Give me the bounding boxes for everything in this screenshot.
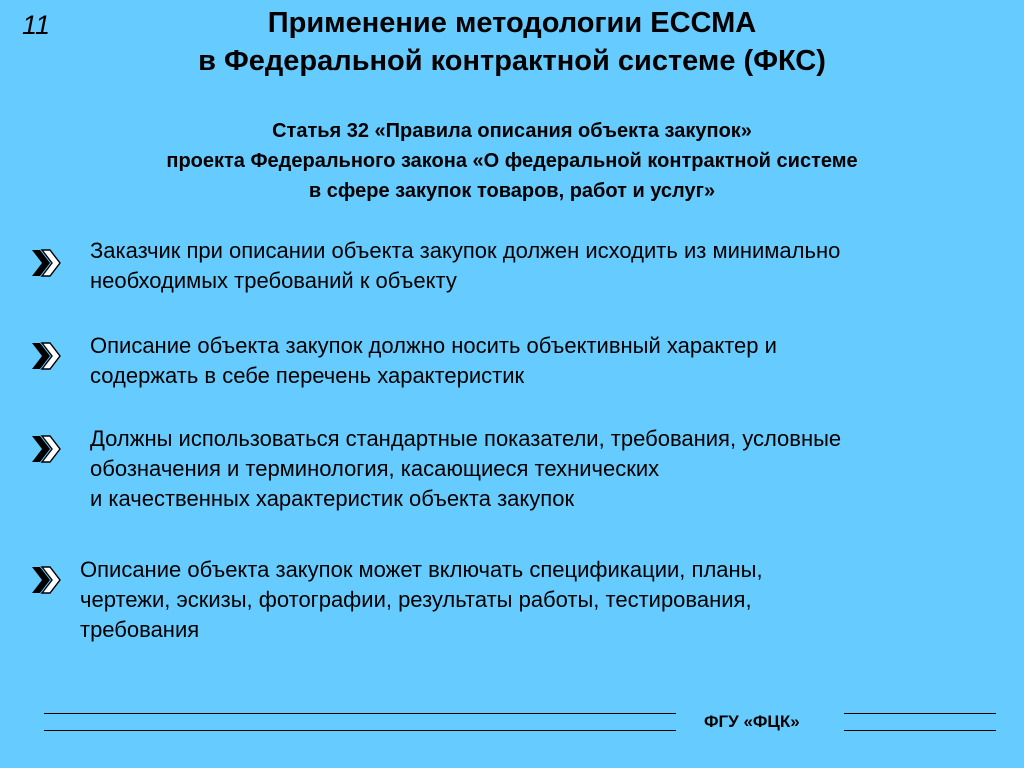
footer-rule-left-top xyxy=(44,713,676,714)
bullet-text-1 xyxy=(90,236,840,296)
bullet-text-2-line-2: содержать в себе перечень характеристик xyxy=(90,363,525,388)
bullet-text-2 xyxy=(90,331,777,391)
slide-title xyxy=(0,4,1024,80)
bullet-item-2 xyxy=(30,331,777,391)
double-chevron-right-icon xyxy=(30,432,64,466)
slide-title-line-2: в Федеральной контрактной системе (ФКС) xyxy=(198,45,826,77)
double-chevron-right-icon xyxy=(30,246,64,280)
bullet-text-3 xyxy=(90,424,841,514)
footer-organization-label: ФГУ «ФЦК» xyxy=(704,712,800,731)
bullet-text-4-line-2: чертежи, эскизы, фотографии, результаты работы, тестирования, xyxy=(80,587,752,612)
bullet-text-1-line-1: Заказчик при описании объекта закупок должен исходить из минимально xyxy=(90,238,841,263)
bullet-item-1 xyxy=(30,236,840,296)
bullet-item-4 xyxy=(30,555,763,645)
bullet-text-3-line-1: Должны использоваться стандартные показатели, требования, условные xyxy=(90,426,842,451)
slide-title-line-1: Применение методологии ЕССМА xyxy=(267,7,757,39)
bullet-text-2-line-1: Описание объекта закупок должно носить объективный характер и xyxy=(90,333,777,358)
slide-subtitle xyxy=(0,116,1024,206)
footer-rule-right-bottom xyxy=(844,730,996,731)
slide-subtitle-line-3: в сфере закупок товаров, работ и услуг» xyxy=(308,180,716,202)
slide-number: 11 xyxy=(22,10,51,40)
double-chevron-right-icon xyxy=(30,339,64,373)
footer-rule-right-top xyxy=(844,713,996,714)
bullet-text-3-line-3: и качественных характеристик объекта закупок xyxy=(90,486,575,511)
bullet-text-3-line-2: обозначения и терминология, касающиеся технических xyxy=(90,456,660,481)
bullet-text-1-line-2: необходимых требований к объекту xyxy=(90,268,457,293)
slide-subtitle-line-1: Статья 32 «Правила описания объекта закупок» xyxy=(272,120,752,142)
slide-subtitle-line-2: проекта Федерального закона «О федеральной контрактной системе xyxy=(166,150,858,172)
double-chevron-right-icon xyxy=(30,563,64,597)
bullet-text-4-line-1: Описание объекта закупок может включать спецификации, планы, xyxy=(80,557,763,582)
bullet-text-4-line-3: требования xyxy=(80,617,200,642)
footer-rule-left-bottom xyxy=(44,730,676,731)
bullet-text-4 xyxy=(80,555,763,645)
bullet-item-3 xyxy=(30,424,841,514)
